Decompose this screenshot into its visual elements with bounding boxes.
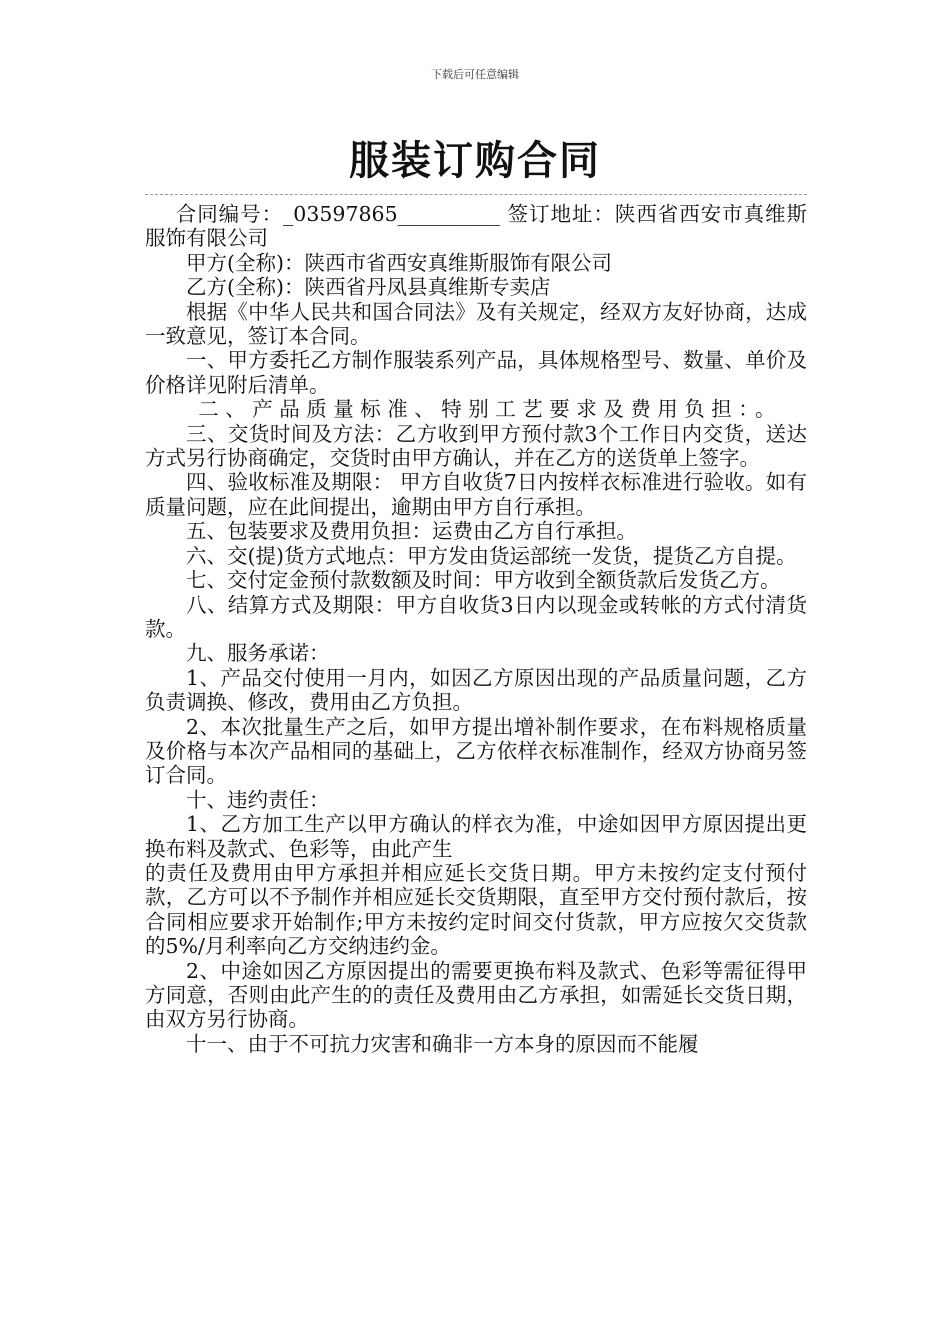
- party-a-paragraph: 甲方(全称)：陕西市省西安真维斯服饰有限公司: [186, 250, 612, 275]
- clause-10-item-1: 1、乙方加工生产以甲方确认的样衣为准，中途如因甲方原因提出更换布料及款式、色彩等，由此产生: [145, 812, 807, 861]
- contract-number-paragraph: 合同编号：_03597865__________ 签订地址：陕西省西安市真维斯服饰有限公司: [145, 202, 807, 251]
- clause-10-item-1-continued: 的责任及费用由甲方承担并相应延长交货日期。甲方未按约定支付预付款，乙方可以不予制作并相应延长交货期限，直至甲方交付预付款后，按合同相应要求开始制作;甲方未按约定时间交付货款，甲方应按欠交货款的5%/月利率向乙方交纳违约金。: [145, 860, 807, 959]
- clause-9-heading: 九、服务承诺：: [186, 641, 330, 666]
- clause-7-paragraph: 七、交付定金预付款数额及时间：甲方收到全额货款后发货乙方。: [186, 568, 781, 593]
- clause-5-paragraph: 五、包装要求及费用负担：运费由乙方自行承担。: [186, 519, 637, 544]
- clause-4-paragraph: 四、验收标准及期限： 甲方自收货7日内按样衣标准进行验收。如有质量问题，应在此间提出，逾期由甲方自行承担。: [145, 470, 807, 519]
- clause-6-paragraph: 六、交(提)货方式地点：甲方发由货运部统一发货，提货乙方自提。: [186, 543, 797, 568]
- party-b-paragraph: 乙方(全称)：陕西省丹凤县真维斯专卖店: [186, 275, 551, 300]
- page-header-note: 下载后可任意编辑: [431, 68, 519, 81]
- clause-11-paragraph: 十一、由于不可抗力灾害和确非一方本身的原因而不能履: [186, 1031, 699, 1056]
- preamble-paragraph: 根据《中华人民共和国合同法》及有关规定，经双方友好协商，达成一致意见，签订本合同。: [145, 299, 807, 349]
- clause-1-paragraph: 一、甲方委托乙方制作服装系列产品，具体规格型号、数量、单价及价格详见附后清单。: [145, 348, 807, 397]
- clause-10-heading: 十、违约责任：: [186, 787, 330, 812]
- title-divider: [145, 194, 807, 195]
- clause-9-item-2: 2、本次批量生产之后，如甲方提出增补制作要求，在布料规格质量及价格与本次产品相同的基础上，乙方依样衣标准制作，经双方协商另签订合同。: [145, 714, 807, 788]
- clause-2-paragraph: 二、产品质量标准、特别工艺要求及费用负担：。: [198, 397, 783, 422]
- clause-10-item-2: 2、中途如因乙方原因提出的需要更换布料及款式、色彩等需征得甲方同意，否则由此产生的的责任及费用由乙方承担，如需延长交货日期，由双方另行协商。: [145, 958, 807, 1032]
- contract-body: [145, 202, 807, 1056]
- clause-3-paragraph: 三、交货时间及方法：乙方收到甲方预付款3个工作日内交货，送达方式另行协商确定，交货时由甲方确认，并在乙方的送货单上签字。: [145, 421, 807, 471]
- clause-8-paragraph: 八、结算方式及期限：甲方自收货3日内以现金或转帐的方式付清货款。: [145, 592, 807, 641]
- document-title: 服装订购合同: [349, 138, 601, 184]
- clause-9-item-1: 1、产品交付使用一月内，如因乙方原因出现的产品质量问题，乙方负责调换、修改，费用由乙方负担。: [145, 665, 807, 715]
